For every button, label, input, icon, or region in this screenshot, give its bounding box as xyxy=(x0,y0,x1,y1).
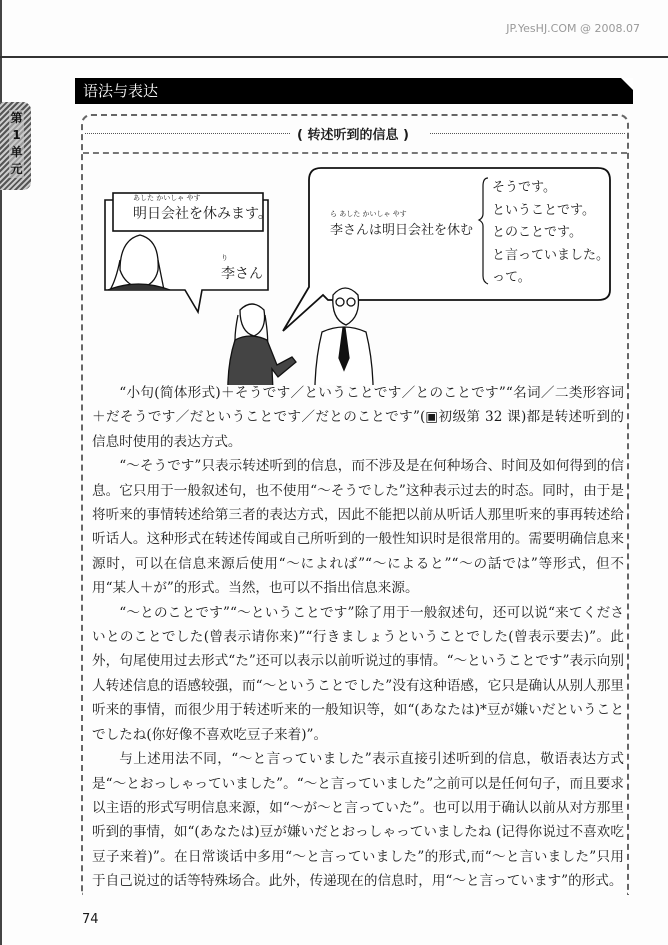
paragraph: “小句(简体形式)＋そうです／ということです／とのことです”“名词／二类形容词＋だそうです／だということです／だとのことです”(▣初级第 32 课)都是转述听到的信息时使用的表达方式。 xyxy=(92,385,624,450)
paragraph: “～とのことです”“～ということです”除了用于一般叙述句，还可以说“来てくださいとのことでした(曾表示请你来)”“行きましょうということでした(曾表示要去)”。此外，句尾使用过去形式“た”还可以表示以前听说过的事情。“～ということです”表示向别人转述信息的语感较强，而“～ということでした”没有这种语感，它只是确认从别人那里听来的事情，而很少用于转述听来的一般知识等，如“(あなたは)*豆が嫌いだということでしたね(你好像不喜欢吃豆子来着)”。 xyxy=(92,604,624,743)
ending-item: とのことです。 xyxy=(492,225,582,240)
ending-item: と言っていました。 xyxy=(492,247,610,263)
watermark: JP.YesHJ.COM @ 2008.07 xyxy=(506,22,640,35)
ending-item: そうです。 xyxy=(492,180,556,195)
topic-title: ( 转述听到的信息 ) xyxy=(297,128,409,143)
right-bubble-stem: 李さんは明日会社を休む xyxy=(330,223,474,238)
paragraph: 与上述用法不同，“～と言っていました”表示直接引述听到的信息，敬语表达方式是“～とおっしゃっていました”。“～と言っていました”之前可以是任何句子，而且要求以主语的形式写明信息来源，如“～が～と言っていた”。也可以用于确认以前从对方那里听到的事情，如“(あなたは)豆が嫌いだとおっしゃっていましたね (记得你说过不喜欢吃豆子来着)”。在日常谈话中多用“～と言っていました”的形式,而“～と言いました”只用于自己说过的话等特殊场合。此外，传递现在的信息时，用“～と言っています”的形式。 xyxy=(92,751,624,890)
ending-item: って。 xyxy=(492,270,531,285)
ending-item: ということです。 xyxy=(492,202,595,218)
unit-label: 第1单元 xyxy=(10,111,23,176)
body-text xyxy=(92,381,624,894)
speaker-label: 李さん xyxy=(221,266,263,282)
furigana: あした かいしゃ やす xyxy=(133,194,201,202)
section-header-title: 语法与表达 xyxy=(83,82,159,100)
paragraph: “～そうです”只表示转述听到的信息，而不涉及是在何种场合、时间及如何得到的信息。它只用于一般叙述句，也不使用“～そうでした”这种表示过去的时态。同时，由于是将听来的事情转述给第三者的表达方式，因此不能把以前从听话人那里听来的事再转述给听话人。这种形式在转述传闻或自己所听到的一般性知识时是很常用的。需要明确信息来源时，可以在信息来源后使用“～によれば”“～によると”“～の話では”等形式，但不用“某人＋が”的形式。当然，也可以不指出信息来源。 xyxy=(92,458,624,597)
page-number: 74 xyxy=(82,911,99,927)
furigana: ら あした かいしゃ やす xyxy=(330,210,407,218)
furigana: り xyxy=(221,254,228,262)
left-bubble-text: 明日会社を休みます。 xyxy=(133,206,272,222)
